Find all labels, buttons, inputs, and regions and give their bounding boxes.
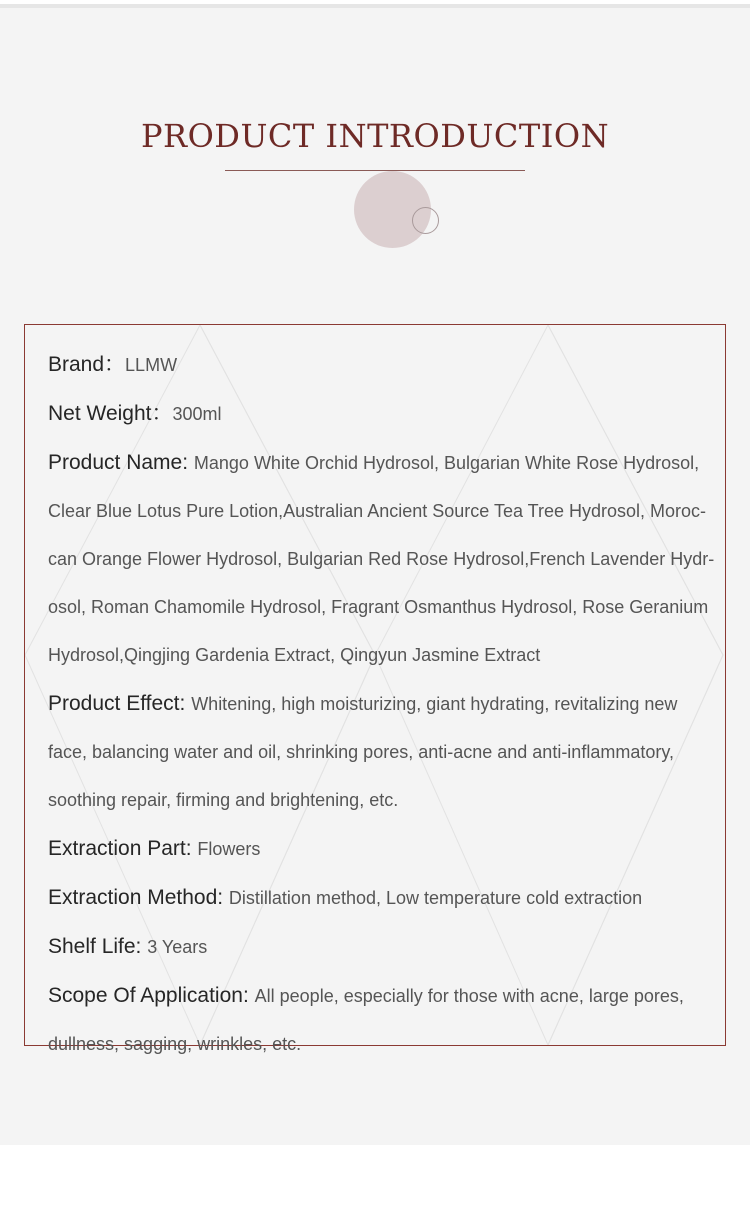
info-label: Extraction Method: (48, 886, 229, 909)
info-row-product-effect (48, 680, 720, 825)
info-row-extraction-part (48, 825, 720, 874)
page-title: PRODUCT INTRODUCTION (140, 117, 610, 155)
info-value: LLMW (125, 355, 178, 375)
info-row-extraction-method (48, 874, 720, 923)
info-value: 3 Years (147, 937, 208, 957)
info-value: Whitening, high moisturizing, giant hydrating, revitalizing new face, balancing water and oil, shrinking pores, anti-acne and anti-inflammatory, soothing repair, firming and brightening, etc. (48, 694, 678, 810)
decorative-ring (412, 207, 439, 234)
info-row-net-weight (48, 390, 720, 439)
info-row-product-name (48, 439, 720, 680)
info-value: All people, especially for those with acne, large pores, dullness, sagging, wrinkles, etc. (48, 986, 684, 1054)
info-list (48, 341, 720, 1069)
top-divider (0, 4, 750, 8)
info-row-shelf-life (48, 923, 720, 972)
info-value: Distillation method, Low temperature cold extraction (228, 888, 643, 908)
info-label: Scope Of Application: (48, 984, 255, 1007)
info-label: Product Effect: (48, 692, 192, 715)
info-label: Extraction Part: (48, 837, 198, 860)
info-row-brand (48, 341, 720, 390)
info-row-scope (48, 972, 720, 1069)
info-value: Mango White Orchid Hydrosol, Bulgarian White Rose Hydrosol, Clear Blue Lotus Pure Lotion,Australian Ancient Source Tea Tree Hydrosol, Moroc-can Orange Flower Hydrosol, Bulgarian Red Rose Hydrosol,French Lavender Hydr-osol, Roman Chamomile Hydrosol, Fragrant Osmanthus Hydrosol, Rose Geranium Hydrosol,Qingjing Gardenia Extract, Qingyun Jasmine Extract (48, 453, 715, 665)
info-label: Product Name: (48, 451, 194, 474)
info-value: 300ml (172, 404, 222, 424)
info-label: Brand： (48, 353, 126, 376)
title-underline (225, 170, 525, 171)
info-label: Shelf Life: (48, 935, 148, 958)
info-label: Net Weight： (48, 402, 173, 425)
product-info-box (24, 324, 726, 1054)
info-value: Flowers (197, 839, 261, 859)
